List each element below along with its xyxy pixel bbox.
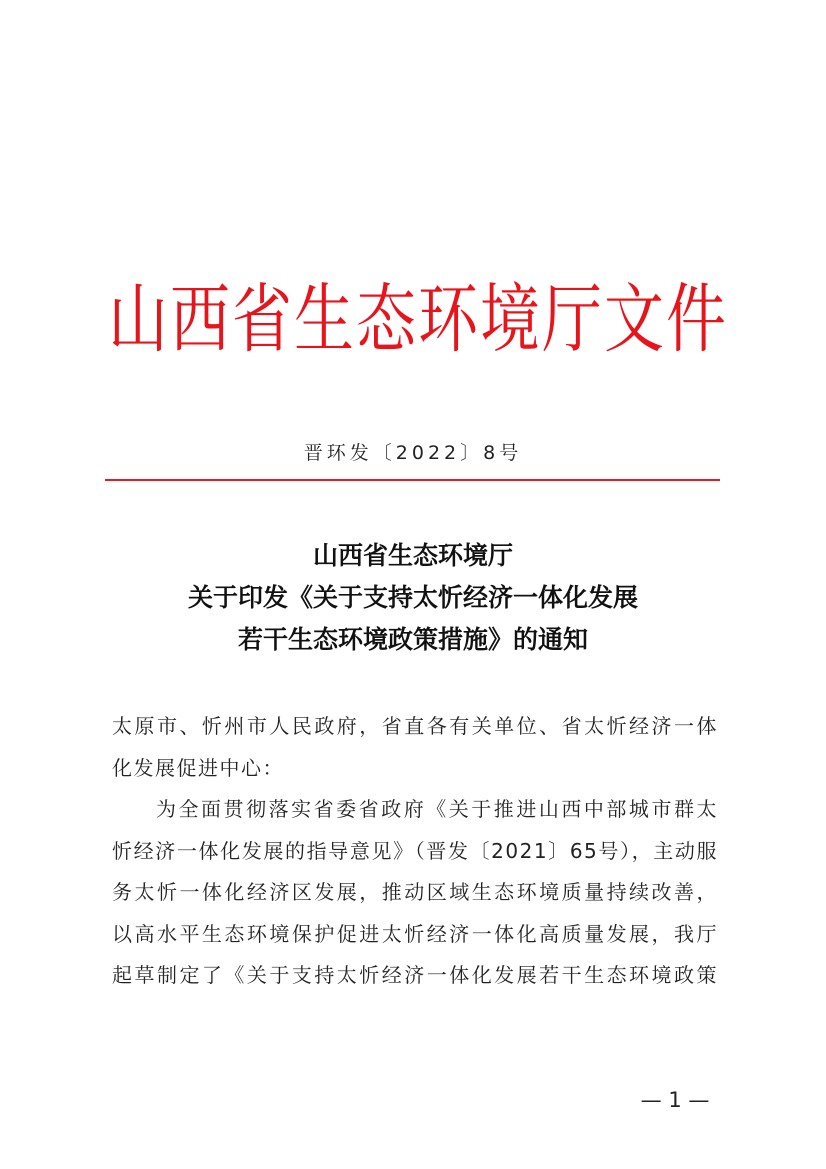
document-masthead: 山西省生态环境厅文件 bbox=[108, 276, 728, 364]
title-line: 关于印发《关于支持太忻经济一体化发展 bbox=[187, 583, 638, 612]
red-divider-line bbox=[105, 479, 720, 481]
title-line: 山西省生态环境厅 bbox=[312, 541, 513, 570]
page-number: — 1 — bbox=[640, 1088, 710, 1112]
paragraph-line: 起草制定了《关于支持太忻经济一体化发展若干生态环境政策 bbox=[112, 963, 718, 987]
title-line: 若干生态环境政策措施》的通知 bbox=[237, 625, 588, 654]
paragraph-line: 为全面贯彻落实省委省政府《关于推进山西中部城市群太 bbox=[156, 797, 718, 821]
document-title bbox=[0, 535, 826, 661]
paragraph-line: 务太忻一体化经济区发展，推动区域生态环境质量持续改善， bbox=[112, 880, 718, 904]
document-body bbox=[112, 706, 718, 997]
paragraph-line: 以高水平生态环境保护促进太忻经济一体化高质量发展，我厅 bbox=[112, 921, 718, 946]
addressee-line: 太原市、忻州市人民政府，省直各有关单位、省太忻经济一体 bbox=[112, 714, 718, 738]
paragraph-line: 忻经济一体化发展的指导意见》（晋发〔2021〕65号），主动服 bbox=[112, 838, 718, 863]
addressee-line: 化发展促进中心： bbox=[112, 755, 284, 780]
document-number: 晋环发〔2022〕8号 bbox=[303, 442, 523, 464]
